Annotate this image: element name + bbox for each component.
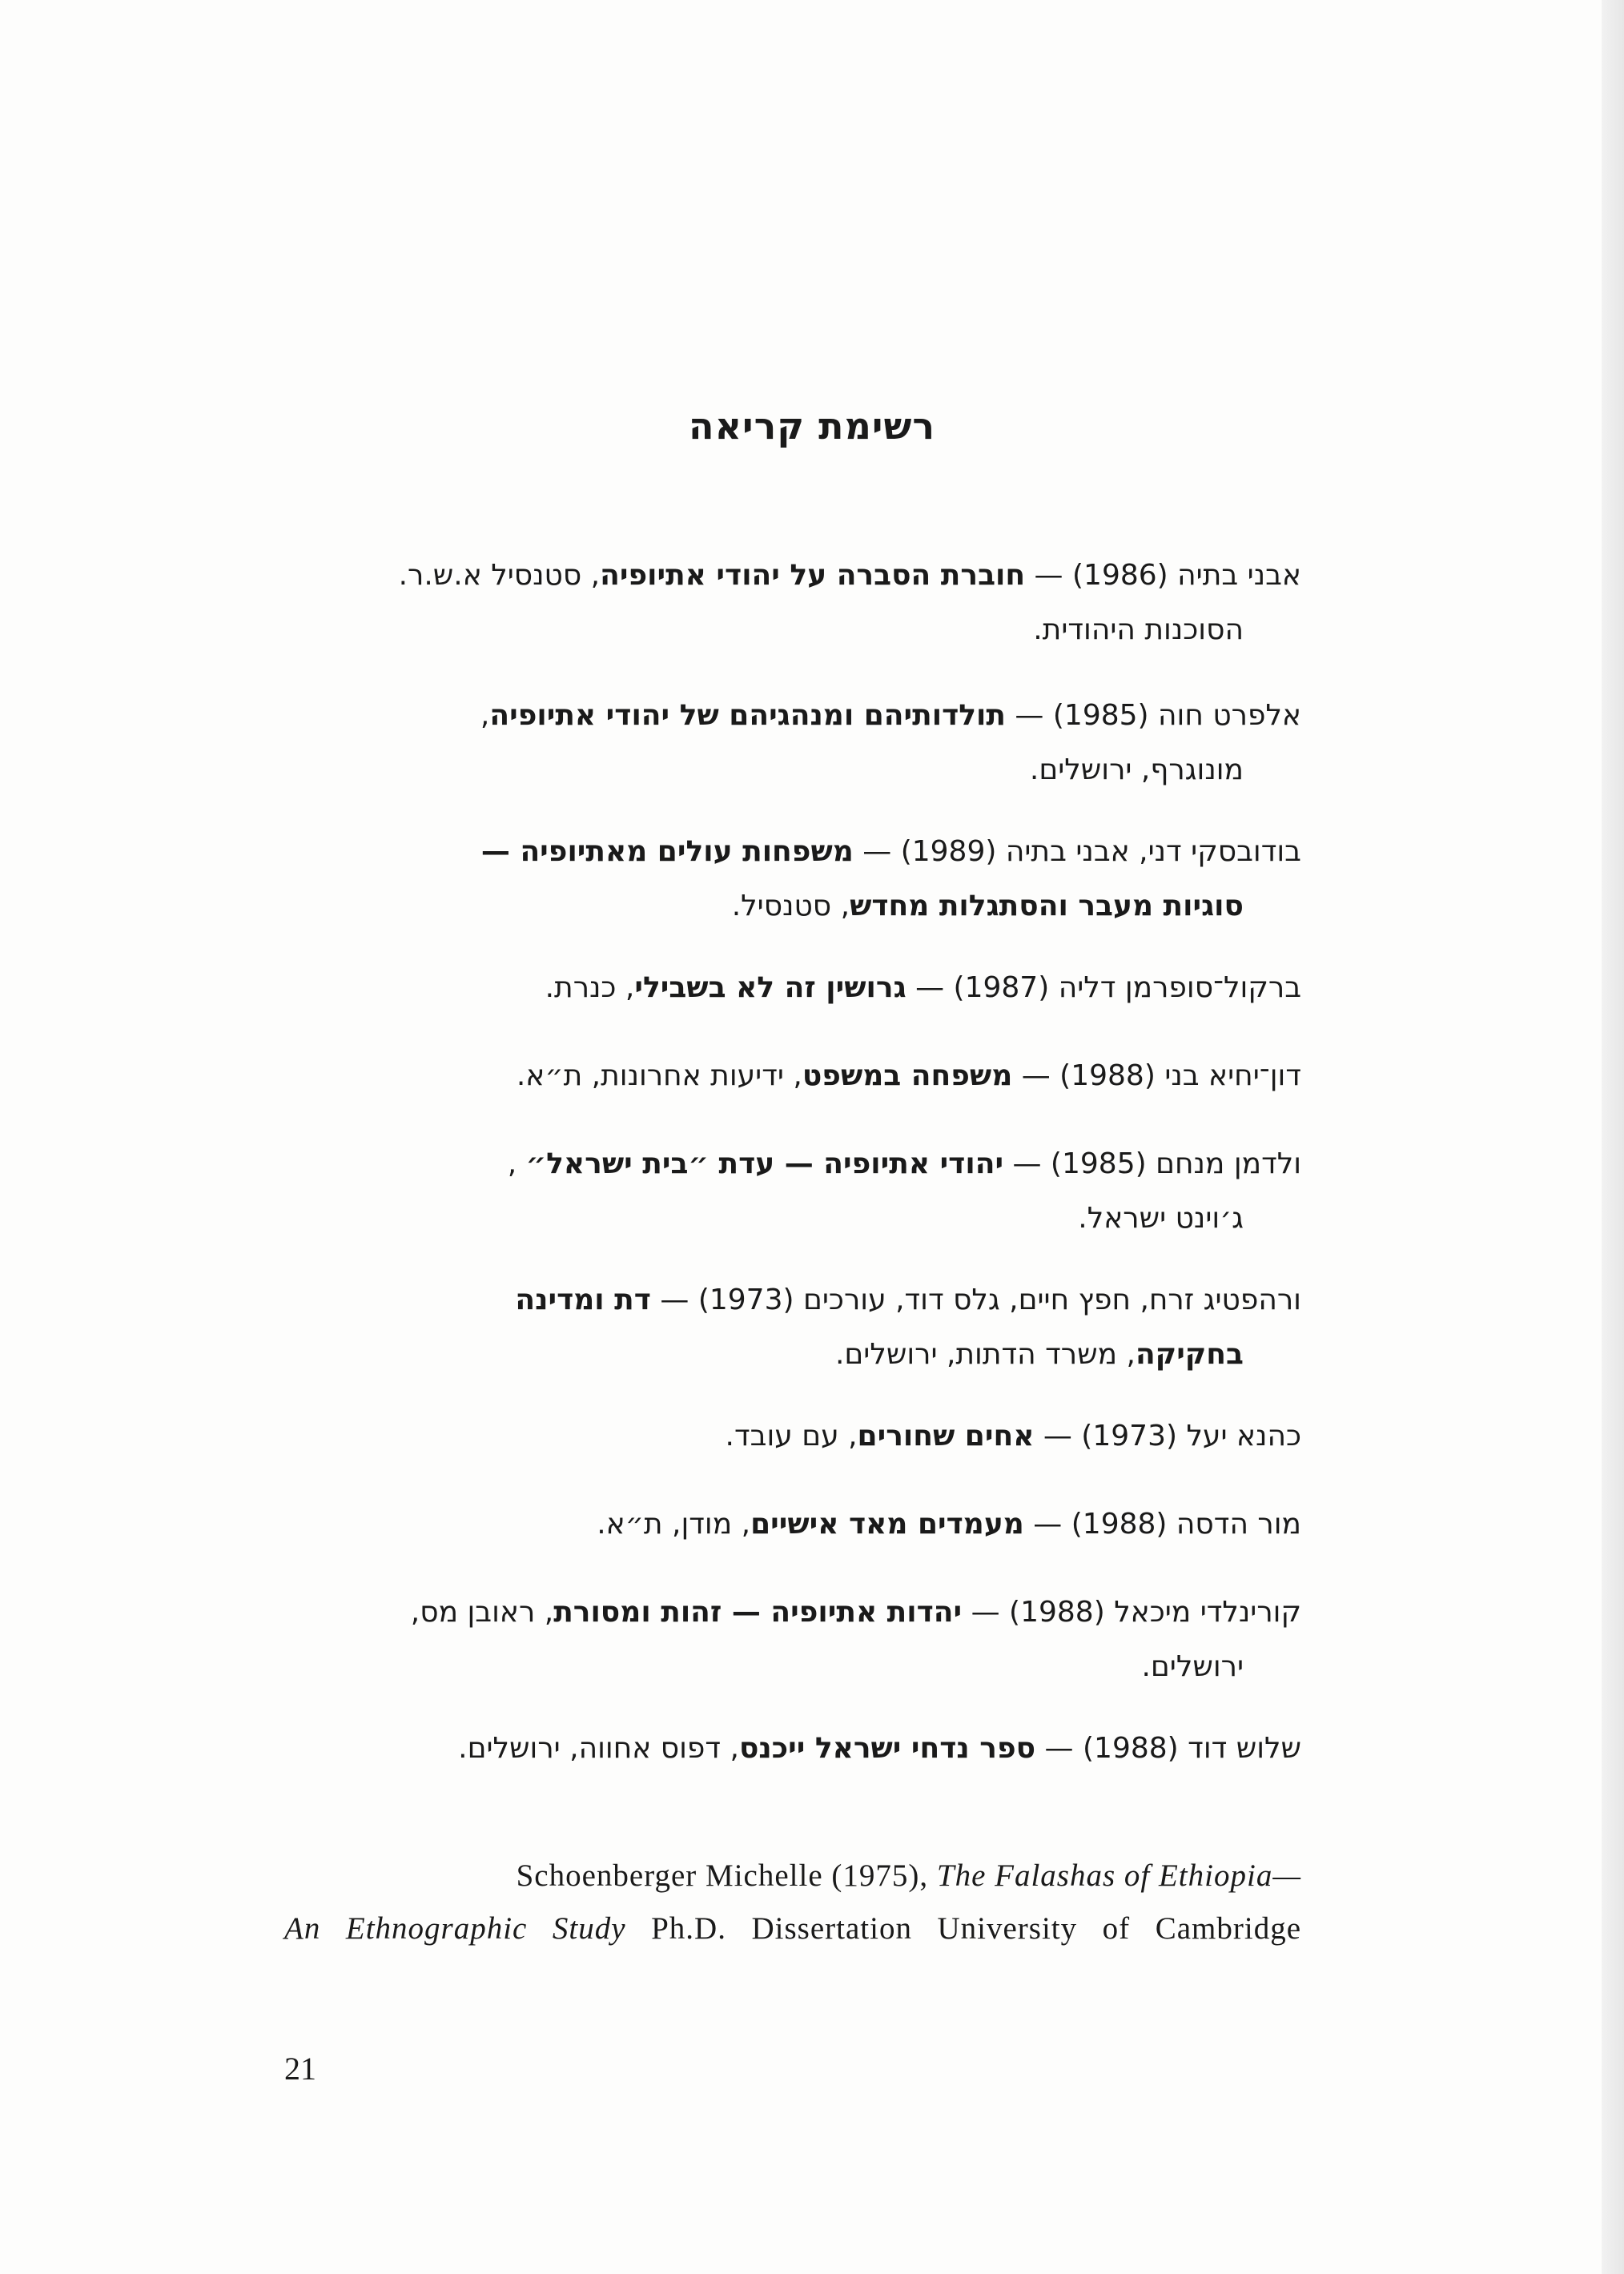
entry-book-title: יהדות אתיופיה — זהות ומסורת [553,1596,963,1629]
english-title-part1: The Falashas of Ethiopia— [936,1858,1301,1893]
entry-author-year: ורהפטיג זרח, חפץ חיים, גלס דוד, עורכים (1973) — [650,1284,1301,1316]
entry-author-year: אלפרט חוה (1985) — [1005,699,1301,732]
reference-entry [284,1722,1301,1776]
reference-entry [284,825,1301,934]
entry-book-title: תולדותיהם ומנהגיהם של יהודי אתיופיה [489,699,1006,732]
entry-publisher: , משרד הדתות, ירושלים. [834,1338,1136,1371]
entry-author-year: ולדמן מנחם (1985) — [1003,1147,1301,1180]
page-number: 21 [284,2051,316,2087]
entry-book-title: דת ומדינה [515,1284,651,1316]
entry-book-title: יהודי אתיופיה — עדת ״בית ישראל״ [525,1147,1004,1180]
entry-publisher: , [480,699,490,732]
entry-book-title: גרושין זה לא בשבילי [634,971,906,1004]
entry-book-title-continued: בחקיקה [1135,1338,1244,1371]
entry-book-title: חוברת הסברה על יהודי אתיופיה [600,559,1026,592]
entry-publisher: , ראובן מס, [410,1596,554,1629]
entry-publisher: , סטנסיל. [731,890,850,922]
english-author-year: Schoenberger Michelle (1975), [516,1858,937,1893]
reference-entry [284,1497,1301,1552]
entry-publisher: , ידיעות אחרונות, ת״א. [516,1059,802,1092]
page-edge [1602,0,1624,2274]
entry-publisher: , עם עובד. [725,1420,858,1452]
english-line2 [284,1902,1301,1955]
english-title-part2: An Ethnographic Study [284,1911,626,1946]
entry-publisher: , סטנסיל א.ש.ר. [398,559,601,592]
entry-continuation: ג׳וינט ישראל. [1078,1202,1244,1235]
entry-continuation [284,879,1301,934]
entry-author-year: ברקול־סופרמן דליה (1987) — [906,971,1301,1004]
reference-entry [284,1585,1301,1694]
entry-continuation: הסוכנות היהודית. [1033,613,1244,646]
entry-book-title: משפחה במשפט [802,1059,1013,1092]
entry-author-year: מור הדסה (1988) — [1023,1508,1301,1541]
reference-entry [284,1049,1301,1103]
entry-publisher: , דפוס אחווה, ירושלים. [458,1732,739,1765]
entry-author-year: דון־יחיא בני (1988) — [1012,1059,1301,1092]
reference-entry [284,961,1301,1015]
entry-book-title-continued: סוגיות מעבר והסתגלות מחדש [850,890,1244,922]
english-reference [284,1850,1301,1955]
entry-continuation: ירושלים. [1141,1650,1244,1683]
entry-publisher: , כנרת. [545,971,635,1004]
entry-publisher: , [507,1147,526,1180]
reference-entry [284,1409,1301,1464]
page-title: רשימת קריאה [688,404,936,448]
entry-publisher: , מודן, ת״א. [597,1508,751,1541]
entry-author-year: קורינלדי מיכאל (1988) — [962,1596,1301,1629]
reference-entry [284,1273,1301,1382]
reference-entry [284,1137,1301,1246]
english-dissertation-info: Ph.D. Dissertation University of Cambridge [625,1911,1302,1946]
entry-author-year: בודובסקי דני, אבני בתיה (1989) — [853,835,1301,868]
entry-continuation: מונוגרף, ירושלים. [1029,753,1244,786]
reference-entry [284,689,1301,798]
entry-author-year: כהנא יעל (1973) — [1034,1420,1301,1452]
reference-entry [284,548,1301,657]
entry-book-title: משפחות עולים מאתיופיה — [480,835,854,868]
entry-book-title: אחים שחורים [857,1420,1035,1452]
entry-author-year: אבני בתיה (1986) — [1025,559,1301,592]
entry-author-year: שלוש דוד (1988) — [1035,1732,1301,1765]
entry-continuation [284,1328,1301,1382]
entry-book-title: מעמדים מאד אישיים [750,1508,1024,1541]
entry-book-title: ספר נדחי ישראל ייכנס [738,1732,1036,1765]
